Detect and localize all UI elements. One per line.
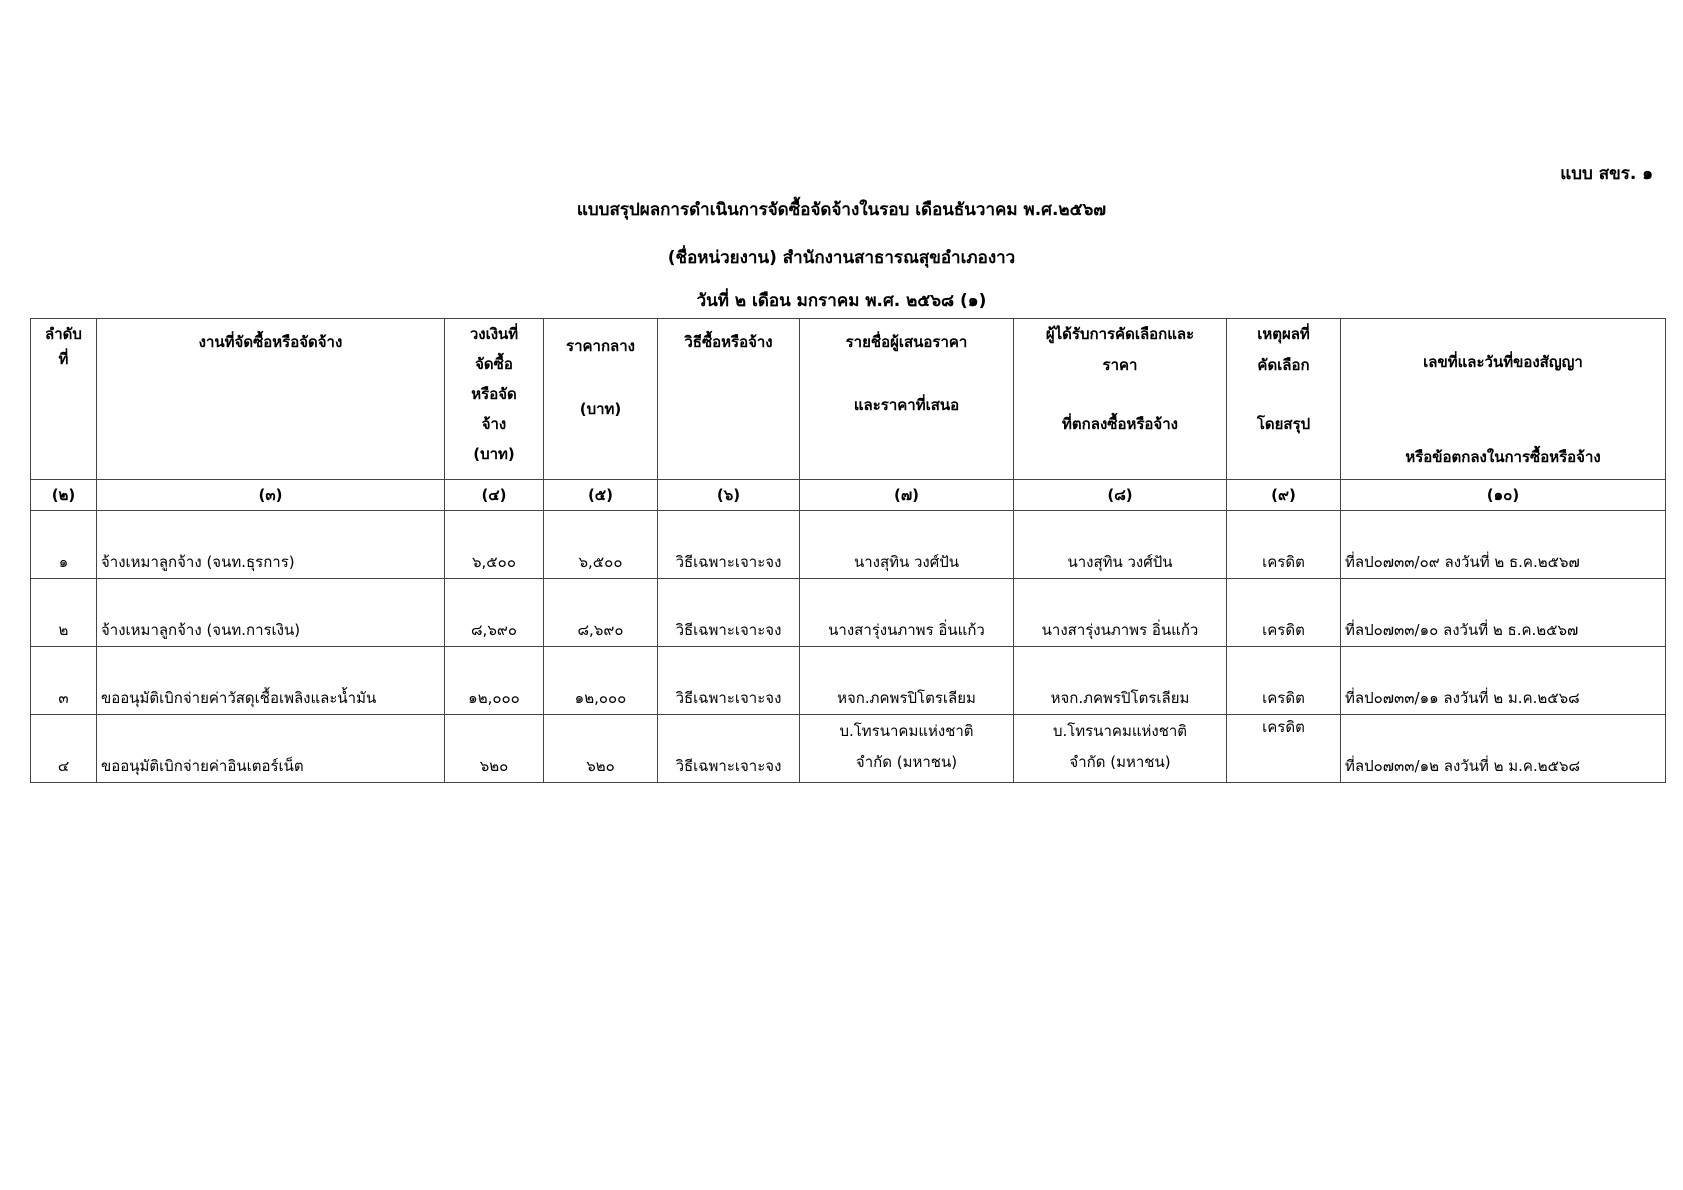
row-selected-line2: จำกัด (มหาชน) [1069, 753, 1171, 771]
row-contract: ที่ลป๐๗๓๓/๑๒ ลงวันที่ ๒ ม.ค.๒๕๖๘ [1341, 715, 1666, 783]
header-budget-line2: จัดซื้อ [475, 355, 513, 373]
header-contract-line2: หรือข้อตกลงในการซื้อหรือจ้าง [1405, 448, 1601, 466]
row-selected: นางสุทิน วงศ์ปัน [1014, 511, 1227, 579]
header-contract [1341, 319, 1666, 480]
agency-name: (ชื่อหน่วยงาน) สำนักงานสาธารณสุขอำเภองาว [667, 248, 1016, 268]
row-reason: เครดิต [1227, 647, 1341, 715]
column-number: (๙) [1227, 480, 1341, 511]
header-contract-line1: เลขที่และวันที่ของสัญญา [1423, 353, 1583, 371]
row-budget: ๖๒๐ [445, 715, 544, 783]
row-reason: เครดิต [1227, 511, 1341, 579]
row-bidder [800, 715, 1014, 783]
header-selected [1014, 319, 1227, 480]
column-number: (๑๐) [1341, 480, 1666, 511]
row-bidder: นางสารุ่งนภาพร อิ่นแก้ว [800, 579, 1014, 647]
row-seq: ๓ [31, 647, 97, 715]
document-title: แบบสรุปผลการดำเนินการจัดซื้อจัดจ้างในรอบ เดือนธันวาคม พ.ศ.๒๕๖๗ [576, 200, 1107, 220]
header-selected-line1: ผู้ได้รับการคัดเลือกและ [1045, 325, 1195, 343]
row-selected [1014, 715, 1227, 783]
table-row [31, 511, 1666, 579]
header-work [97, 319, 445, 480]
header-selected-line3: ที่ตกลงซื้อหรือจ้าง [1062, 415, 1178, 433]
row-work: ขออนุมัติเบิกจ่ายค่าอินเตอร์เน็ต [97, 715, 445, 783]
header-bidders-line2: และราคาที่เสนอ [853, 396, 960, 414]
header-median [544, 319, 658, 480]
header-reason-line1: เหตุผลที่ [1257, 325, 1310, 343]
column-number-row [31, 480, 1666, 511]
header-reason-line3: โดยสรุป [1256, 415, 1311, 433]
row-work: จ้างเหมาลูกจ้าง (จนท.ธุรการ) [97, 511, 445, 579]
column-number: (๕) [544, 480, 658, 511]
row-median: ๘,๖๙๐ [544, 579, 658, 647]
header-method-label: วิธีซื้อหรือจ้าง [684, 333, 773, 351]
row-median: ๖,๕๐๐ [544, 511, 658, 579]
row-contract: ที่ลป๐๗๓๓/๑๐ ลงวันที่ ๒ ธ.ค.๒๕๖๗ [1341, 579, 1666, 647]
row-seq: ๑ [31, 511, 97, 579]
row-method: วิธีเฉพาะเจาะจง [658, 647, 800, 715]
document-date: วันที่ ๒ เดือน มกราคม พ.ศ. ๒๕๖๘ (๑) [696, 291, 987, 311]
table-row [31, 715, 1666, 783]
header-bidders-line1: รายชื่อผู้เสนอราคา [845, 333, 968, 351]
row-method: วิธีเฉพาะเจาะจง [658, 511, 800, 579]
column-number: (๖) [658, 480, 800, 511]
header-budget [445, 319, 544, 480]
procurement-summary-table [30, 318, 1666, 783]
row-contract: ที่ลป๐๗๓๓/๑๑ ลงวันที่ ๒ ม.ค.๒๕๖๘ [1341, 647, 1666, 715]
header-selected-line2: ราคา [1102, 356, 1138, 374]
header-reason-line2: คัดเลือก [1257, 356, 1310, 374]
row-bidder: หจก.ภคพรปิโตรเลียม [800, 647, 1014, 715]
header-median-line2: (บาท) [579, 400, 622, 418]
header-budget-line1: วงเงินที่ [469, 325, 519, 343]
header-seq-line2: ที่ [58, 350, 69, 368]
column-number: (๒) [31, 480, 97, 511]
row-selected: นางสารุ่งนภาพร อิ่นแก้ว [1014, 579, 1227, 647]
header-work-label: งานที่จัดซื้อหรือจัดจ้าง [198, 333, 343, 351]
row-reason: เครดิต [1227, 715, 1341, 783]
row-median: ๖๒๐ [544, 715, 658, 783]
header-seq-line1: ลำดับ [45, 325, 82, 343]
row-bidder: นางสุทิน วงศ์ปัน [800, 511, 1014, 579]
row-method: วิธีเฉพาะเจาะจง [658, 715, 800, 783]
row-method: วิธีเฉพาะเจาะจง [658, 579, 800, 647]
column-number: (๓) [97, 480, 445, 511]
row-budget: ๘,๖๙๐ [445, 579, 544, 647]
row-work: จ้างเหมาลูกจ้าง (จนท.การเงิน) [97, 579, 445, 647]
header-budget-line5: (บาท) [473, 445, 515, 463]
row-median: ๑๒,๐๐๐ [544, 647, 658, 715]
table-row [31, 579, 1666, 647]
row-work: ขออนุมัติเบิกจ่ายค่าวัสดุเชื้อเพลิงและน้ำมัน [97, 647, 445, 715]
row-contract: ที่ลป๐๗๓๓/๐๙ ลงวันที่ ๒ ธ.ค.๒๕๖๗ [1341, 511, 1666, 579]
column-number: (๔) [445, 480, 544, 511]
row-bidder-line2: จำกัด (มหาชน) [855, 753, 958, 771]
row-bidder-line1: บ.โทรนาคมแห่งชาติ [839, 722, 974, 740]
header-median-line1: ราคากลาง [566, 337, 635, 355]
row-selected: หจก.ภคพรปิโตรเลียม [1014, 647, 1227, 715]
column-number: (๘) [1014, 480, 1227, 511]
row-selected-line1: บ.โทรนาคมแห่งชาติ [1052, 722, 1188, 740]
form-code: แบบ สขร. ๑ [1560, 164, 1653, 184]
table-body [31, 511, 1666, 783]
row-seq: ๔ [31, 715, 97, 783]
header-reason [1227, 319, 1341, 480]
row-budget: ๖,๕๐๐ [445, 511, 544, 579]
header-method [658, 319, 800, 480]
header-budget-line3: หรือจัด [471, 385, 517, 403]
row-reason: เครดิต [1227, 579, 1341, 647]
header-bidders [800, 319, 1014, 480]
table-header [31, 319, 1666, 511]
row-seq: ๒ [31, 579, 97, 647]
row-budget: ๑๒,๐๐๐ [445, 647, 544, 715]
table-row [31, 647, 1666, 715]
header-budget-line4: จ้าง [481, 415, 507, 433]
column-number: (๗) [800, 480, 1014, 511]
header-seq [31, 319, 97, 480]
